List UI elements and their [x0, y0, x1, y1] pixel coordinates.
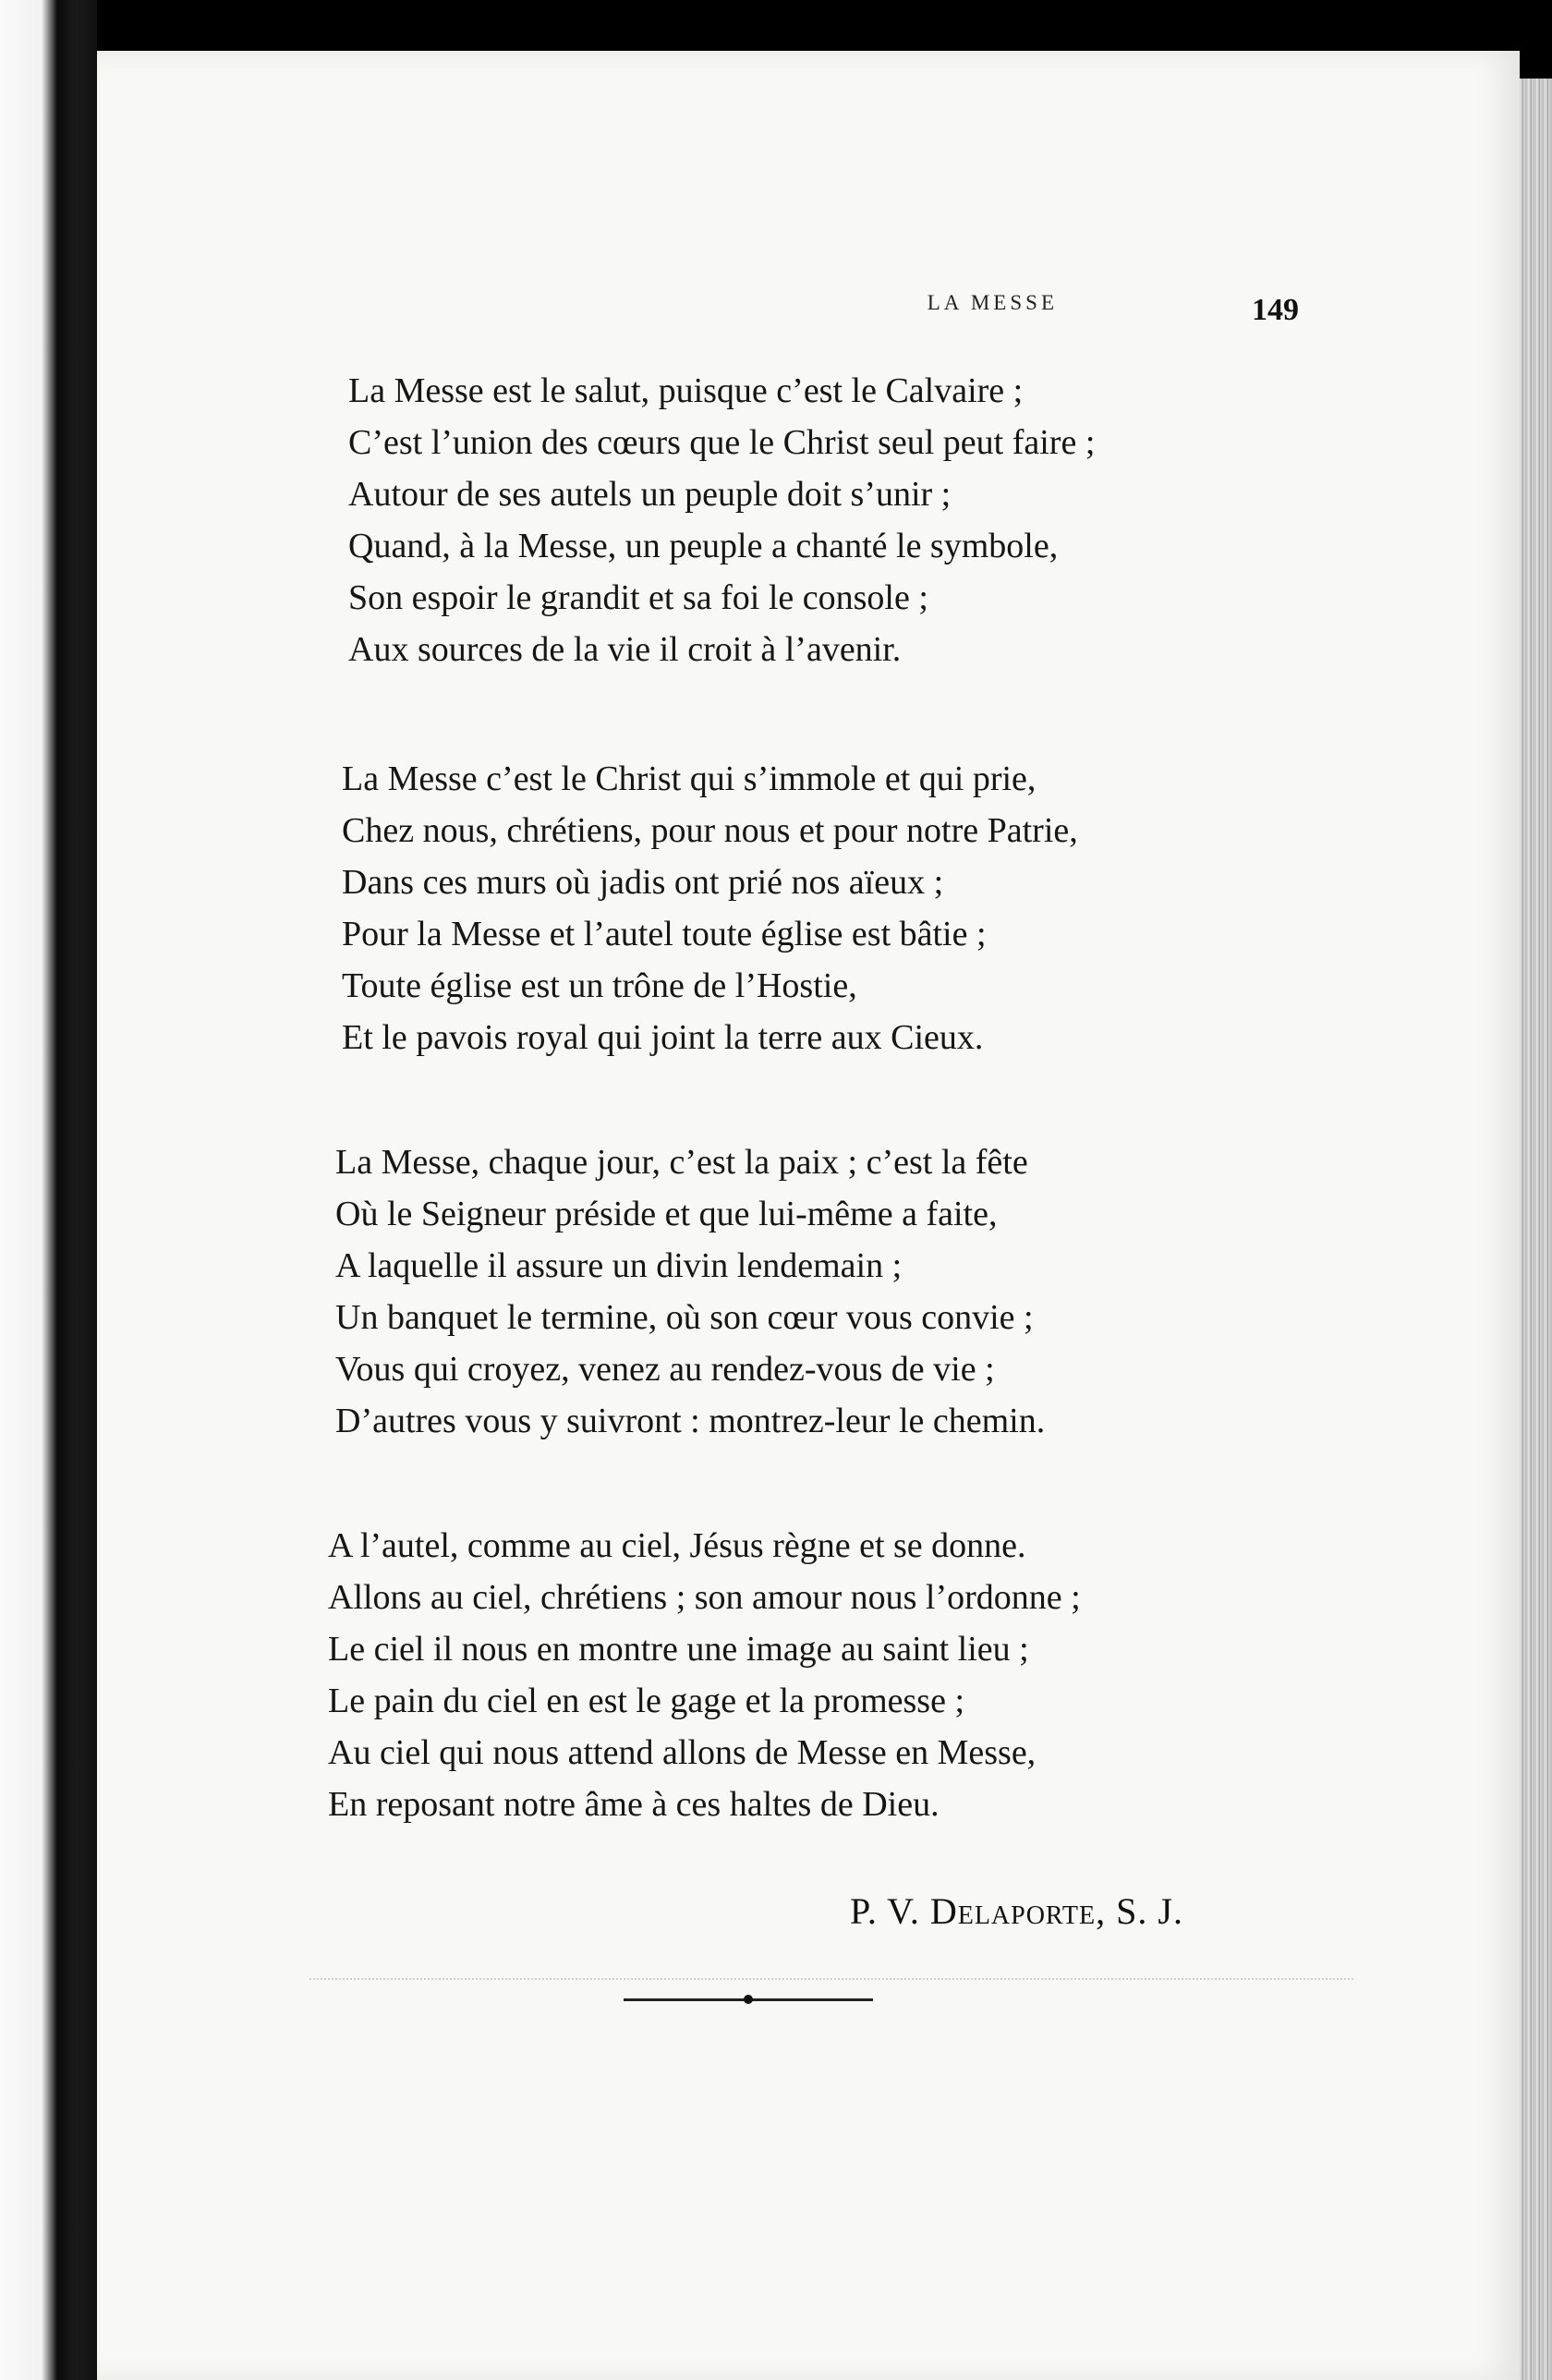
poem-line: Toute église est un trône de l’Hostie,	[342, 966, 857, 1005]
signature-prefix: P. V.	[850, 1890, 930, 1932]
poem-line: Son espoir le grandit et sa foi le console ;	[348, 578, 928, 617]
poem-line: Quand, à la Messe, un peuple a chanté le symbole,	[348, 527, 1059, 565]
poem-line: Pour la Messe et l’autel toute église est bâtie ;	[342, 915, 987, 953]
running-title: LA MESSE	[927, 291, 1058, 314]
poem-line: C’est l’union des cœurs que le Christ seul peut faire ;	[348, 423, 1096, 462]
stanza-3	[335, 1136, 1552, 1447]
poem-line: En reposant notre âme à ces haltes de Dieu.	[328, 1785, 940, 1824]
stanza-2	[342, 753, 1552, 1063]
poem-line: La Messe c’est le Christ qui s’immole et qui prie,	[342, 759, 1037, 798]
book-spine	[0, 0, 97, 2380]
poem-line: Autour de ses autels un peuple doit s’unir ;	[348, 475, 952, 514]
poem-line: Le ciel il nous en montre une image au saint lieu ;	[328, 1630, 1029, 1669]
poem-line: Et le pavois royal qui joint la terre aux Cieux.	[342, 1018, 984, 1057]
stanza-4	[328, 1520, 1552, 1830]
poem-line: Où le Seigneur préside et que lui-même a faite,	[335, 1195, 998, 1233]
poem-line: Dans ces murs où jadis ont prié nos aïeux ;	[342, 863, 944, 902]
page-number: 149	[1252, 293, 1299, 327]
closing-ornament-dot	[744, 1995, 753, 2004]
signature-suffix: , S. J.	[1096, 1890, 1183, 1932]
poem-line: A l’autel, comme au ciel, Jésus règne et se donne.	[328, 1526, 1026, 1565]
poem-line: Un banquet le termine, où son cœur vous convie ;	[335, 1298, 1034, 1337]
poem-line: Allons au ciel, chrétiens ; son amour nous l’ordonne ;	[328, 1578, 1081, 1617]
faint-divider	[309, 1978, 1353, 1980]
poem-line: Au ciel qui nous attend allons de Messe en Messe,	[328, 1733, 1037, 1772]
poem-line: Le pain du ciel en est le gage et la promesse ;	[328, 1682, 965, 1720]
signature-surname: Delaporte	[929, 1890, 1097, 1932]
poem-line: La Messe est le salut, puisque c’est le Calvaire ;	[348, 371, 1024, 410]
poem-line: Chez nous, chrétiens, pour nous et pour notre Patrie,	[342, 811, 1078, 850]
poem-line: A laquelle il assure un divin lendemain ;	[335, 1246, 903, 1285]
author-signature	[850, 1889, 1183, 1933]
poem-line: Vous qui croyez, venez au rendez-vous de vie ;	[335, 1350, 995, 1389]
poem-line: D’autres vous y suivront : montrez-leur le chemin.	[335, 1402, 1046, 1440]
stanza-1	[348, 365, 1552, 675]
poem-line: La Messe, chaque jour, c’est la paix ; c’est la fête	[335, 1143, 1028, 1182]
book-page	[97, 51, 1520, 2380]
poem-line: Aux sources de la vie il croit à l’avenir.	[348, 630, 902, 669]
